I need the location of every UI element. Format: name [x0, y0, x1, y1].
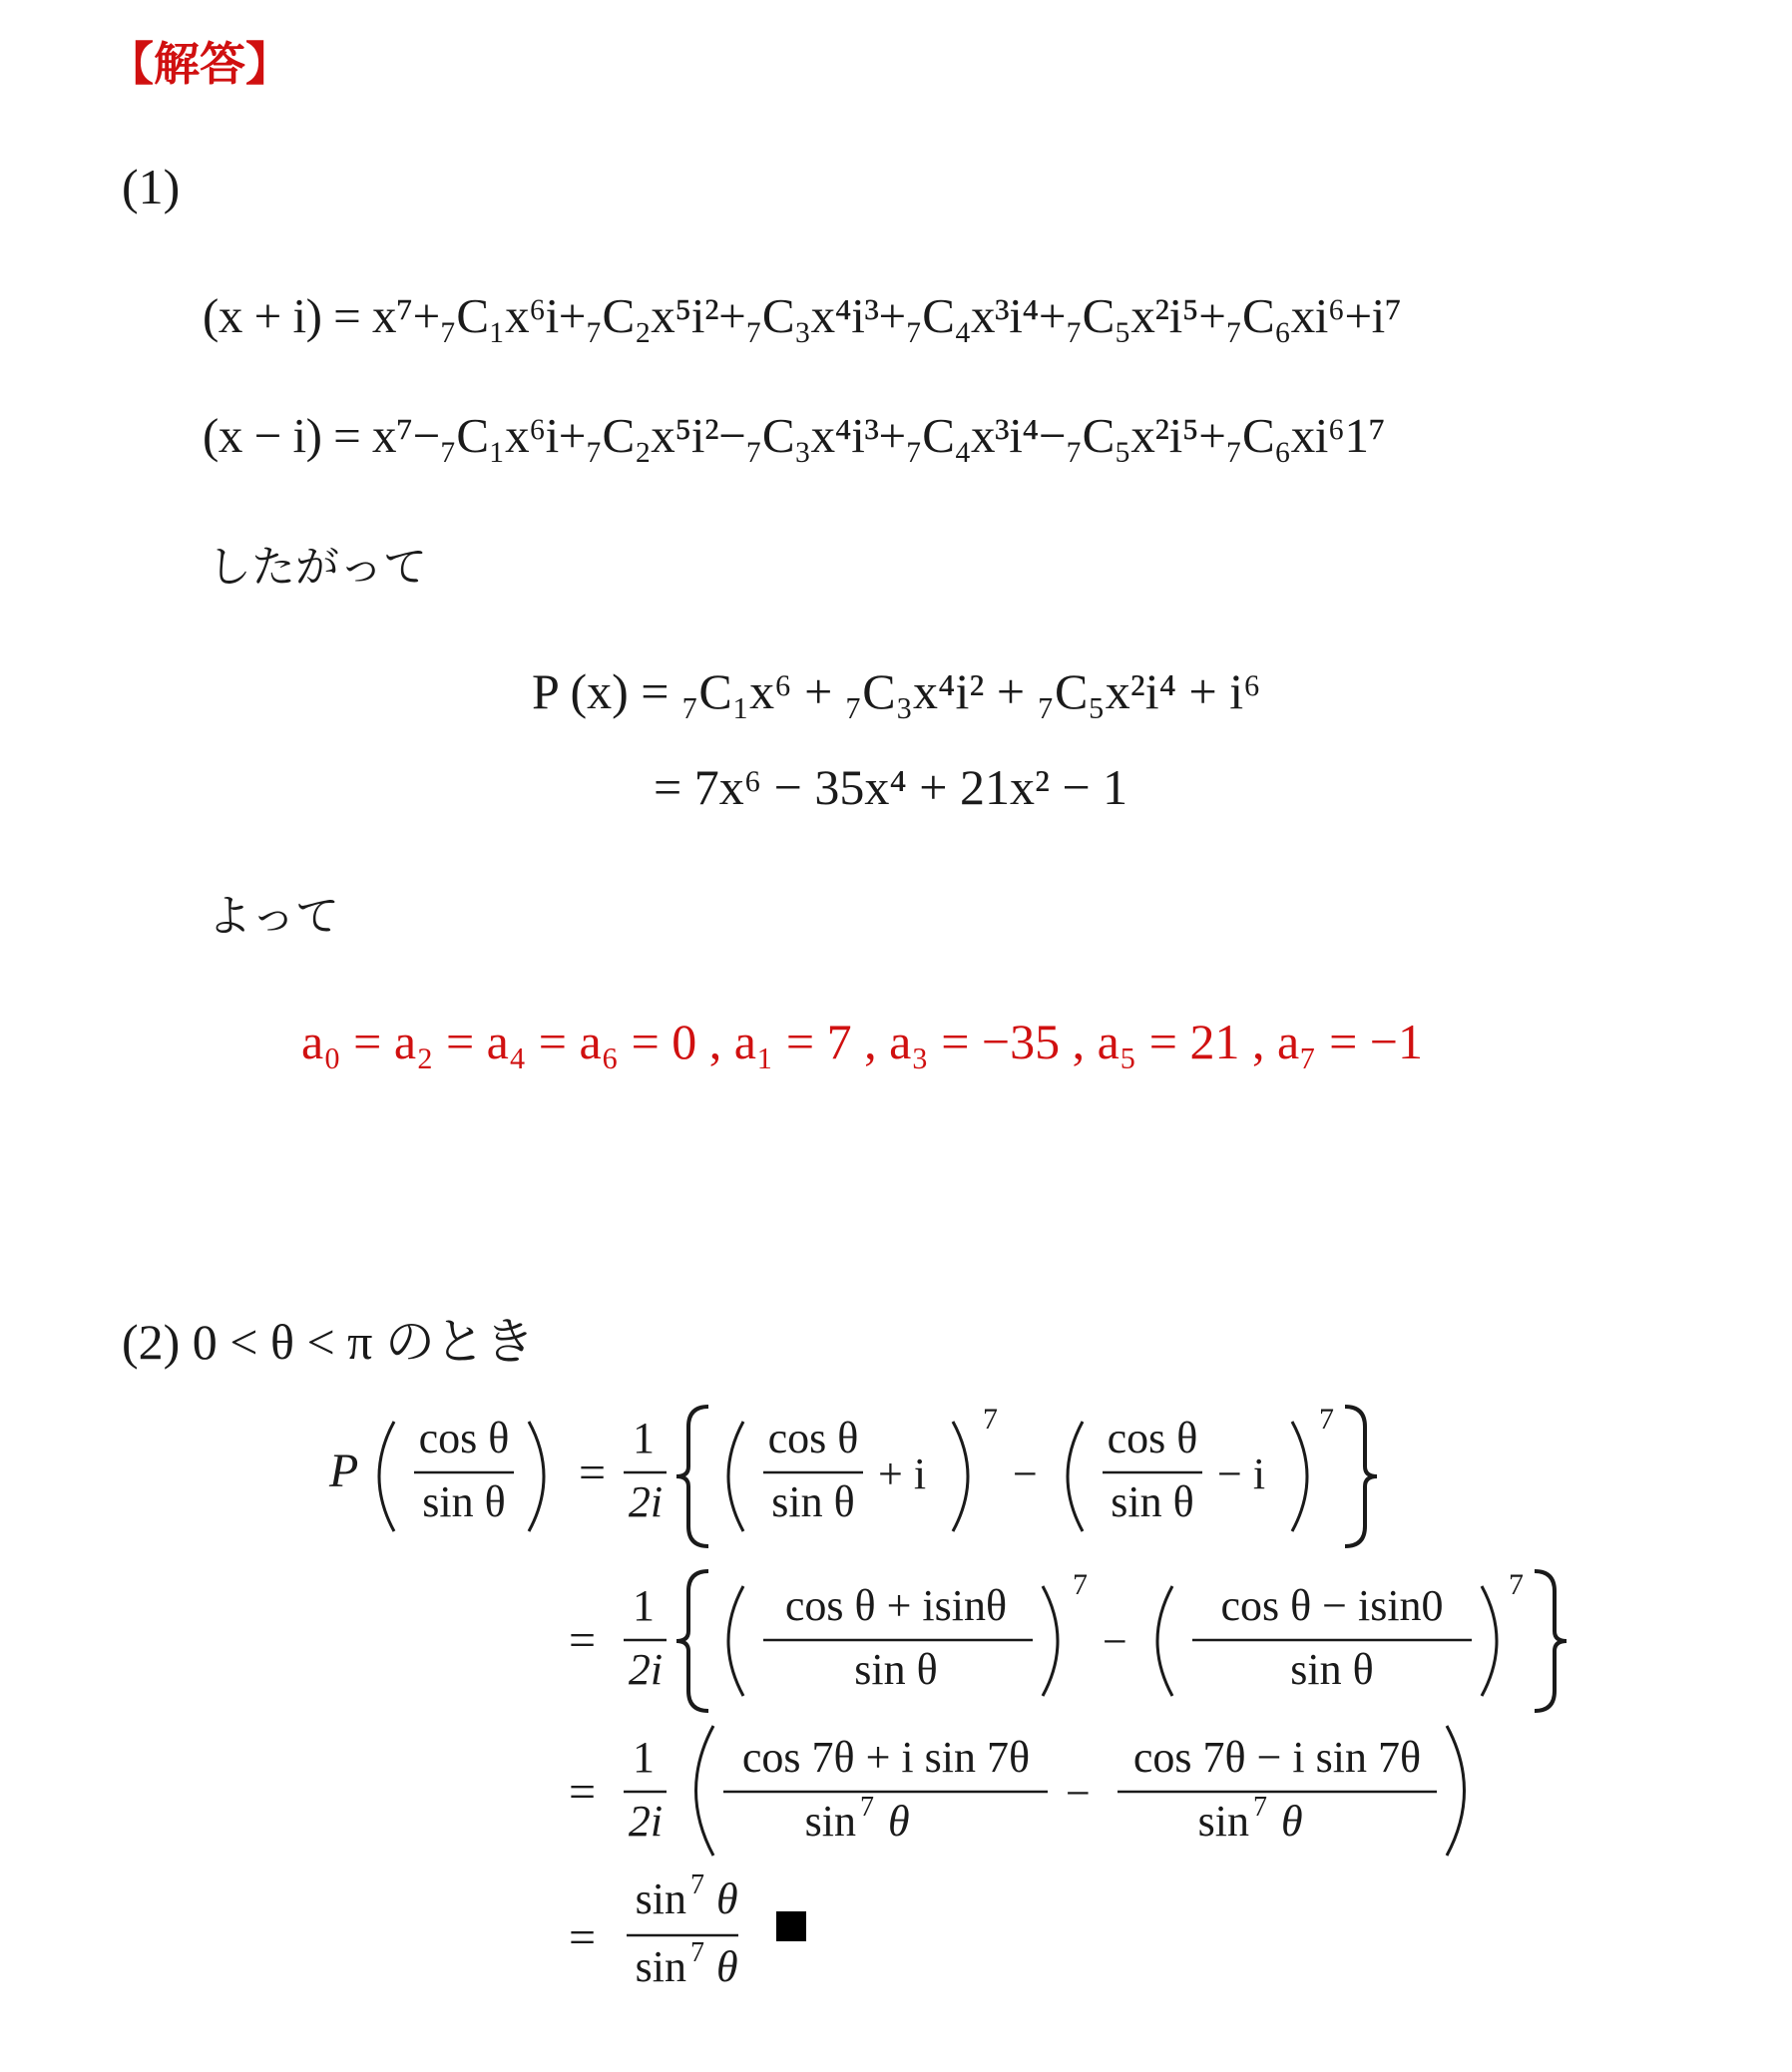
exponent: 7: [690, 1869, 704, 1900]
sin-text: sin: [804, 1797, 856, 1846]
theta: θ: [888, 1797, 910, 1846]
frac-den: 2i: [628, 1477, 664, 1526]
minus: −: [1103, 1617, 1127, 1666]
theta: θ: [716, 1942, 738, 1991]
equals: =: [579, 1447, 607, 1499]
exponent: 7: [1073, 1568, 1088, 1601]
frac-num: cos 7θ − i sin 7θ: [1132, 1733, 1422, 1782]
part1-label: (1): [122, 159, 181, 214]
exponent: 7: [983, 1403, 998, 1436]
therefore-text: したがって: [208, 542, 427, 593]
expansion-plus: (x + i) = x⁷+₇C₁x⁶i+₇C₂x⁵i²+₇C₃x⁴i³+₇C₄x³i⁴+₇C₅x²i⁵+₇C₆xi⁶+i⁷: [203, 288, 1402, 343]
p-of-x-line2: = 7x⁶ − 35x⁴ + 21x² − 1: [654, 759, 1128, 815]
part2-label: (2) 0 < θ < π のとき: [122, 1314, 535, 1370]
frac-num: 1: [633, 1733, 655, 1782]
equals: =: [569, 1766, 597, 1819]
hence-text: よって: [208, 891, 339, 942]
frac-den: sin θ: [422, 1477, 506, 1526]
exponent: 7: [690, 1937, 704, 1968]
minus-i: − i: [1217, 1450, 1266, 1498]
frac-den: sin θ: [1290, 1645, 1374, 1694]
exponent: 7: [1319, 1403, 1334, 1436]
expansion-minus: (x − i) = x⁷−₇C₁x⁶i+₇C₂x⁵i²−₇C₃x⁴i³+₇C₄x³i⁴−₇C₅x²i⁵+₇C₆xi⁶1⁷: [203, 408, 1386, 463]
exponent: 7: [1509, 1568, 1524, 1601]
frac-num: cos θ: [767, 1414, 859, 1462]
exponent: 7: [860, 1792, 874, 1823]
frac-den: sin θ: [771, 1477, 855, 1526]
frac-num: cos θ + isinθ: [784, 1581, 1008, 1630]
sin-text: sin: [1197, 1797, 1249, 1846]
part2-derivation: [0, 1377, 1792, 2015]
frac-den: sin θ: [1111, 1477, 1194, 1526]
frac-num: 1: [633, 1414, 655, 1462]
equals: =: [569, 1911, 597, 1964]
plus-i: + i: [878, 1450, 927, 1498]
sin-text: sin: [635, 1942, 686, 1991]
qed-square-icon: [776, 1911, 806, 1941]
coefficient-answer: a₀ = a₂ = a₄ = a₆ = 0 , a₁ = 7 , a₃ = −35 , a₅ = 21 , a₇ = −1: [301, 1014, 1423, 1069]
theta: θ: [716, 1874, 738, 1923]
frac-num: cos θ − isin0: [1220, 1581, 1444, 1630]
minus: −: [1066, 1769, 1091, 1818]
answer-heading: 【解答】: [108, 37, 291, 91]
frac-num: cos θ: [418, 1414, 510, 1462]
frac-num: 1: [633, 1581, 655, 1630]
minus: −: [1013, 1450, 1038, 1498]
frac-num: cos θ: [1107, 1414, 1198, 1462]
p-symbol: P: [329, 1445, 359, 1497]
frac-den: 2i: [628, 1797, 664, 1846]
p-of-x-line1: P (x) = ₇C₁x⁶ + ₇C₃x⁴i² + ₇C₅x²i⁴ + i⁶: [532, 663, 1261, 719]
frac-num: cos 7θ + i sin 7θ: [741, 1733, 1031, 1782]
equals: =: [569, 1614, 597, 1667]
exponent: 7: [1253, 1792, 1267, 1823]
frac-den: 2i: [628, 1645, 664, 1694]
theta: θ: [1281, 1797, 1303, 1846]
frac-den: sin θ: [854, 1645, 938, 1694]
sin-text: sin: [635, 1874, 686, 1923]
